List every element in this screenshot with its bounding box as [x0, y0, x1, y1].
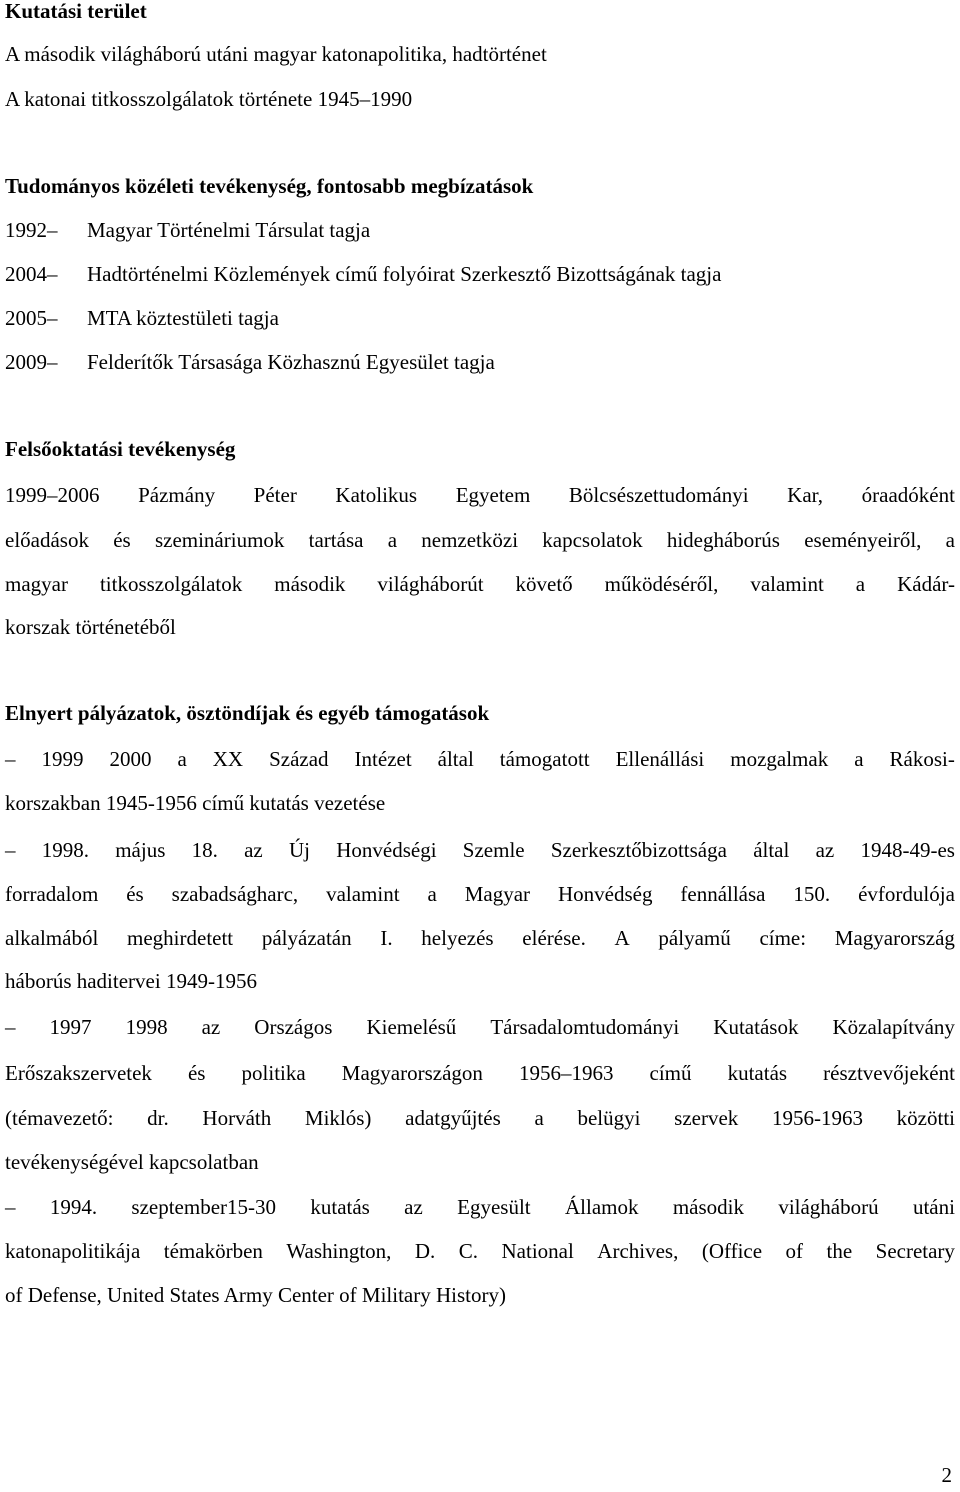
word: elérése. — [522, 926, 586, 950]
word: A — [614, 926, 630, 950]
word: 18. — [191, 838, 218, 862]
word: 1948-49-es — [860, 838, 955, 862]
word: the — [826, 1239, 853, 1263]
word: Secretary — [875, 1239, 955, 1263]
word: közötti — [896, 1106, 955, 1130]
word: az — [404, 1195, 423, 1219]
word: Század — [269, 747, 329, 771]
grant-line: háborús haditervei 1949-1956 — [5, 969, 257, 993]
word: (témavezető: — [5, 1106, 114, 1130]
membership-text: Hadtörténelmi Közlemények című folyóirat Szerkesztő Bizottságának tagja — [87, 262, 722, 286]
word: címe: — [759, 926, 807, 950]
word: és — [126, 882, 144, 906]
word: meghirdetett — [127, 926, 234, 950]
word: a — [854, 747, 864, 771]
membership-item — [5, 261, 721, 287]
word: hidegháborús — [666, 528, 780, 552]
page-number: 2 — [941, 1463, 952, 1487]
word: témakörben — [163, 1239, 263, 1263]
word: kutatás — [727, 1061, 788, 1085]
word: fennállása — [680, 882, 766, 906]
membership-year: 1992– — [5, 218, 58, 242]
word: kutatás — [310, 1195, 370, 1219]
word: 1956-1963 — [771, 1106, 863, 1130]
word: alkalmából — [5, 926, 99, 950]
word: Új — [289, 838, 310, 862]
word: utáni — [912, 1195, 955, 1219]
word: szeptember15-30 — [131, 1195, 277, 1219]
word: 150. — [793, 882, 831, 906]
word: mozgalmak — [730, 747, 829, 771]
word: valamint — [750, 572, 824, 596]
word: – — [5, 1195, 16, 1219]
word: Pázmány — [138, 483, 216, 507]
word: a — [387, 528, 398, 552]
word: Magyar — [464, 882, 531, 906]
word: 1999–2006 — [5, 483, 100, 507]
word: pályamű — [658, 926, 731, 950]
word: 1994. — [49, 1195, 98, 1219]
word: 1997 — [49, 1015, 92, 1039]
word: világháború — [778, 1195, 879, 1219]
grant-line — [5, 746, 955, 772]
word: 1998. — [41, 838, 89, 862]
word: és — [113, 528, 131, 552]
word: katonapolitikája — [5, 1239, 141, 1263]
word: működéséről, — [604, 572, 719, 596]
word: Kiemelésű — [366, 1015, 457, 1039]
word: XX — [212, 747, 244, 771]
word: szervek — [674, 1106, 739, 1130]
word: követő — [515, 572, 573, 596]
membership-text: Felderítők Társasága Közhasznú Egyesület tagja — [87, 350, 495, 374]
grant-line: of Defense, United States Army Center of Military History) — [5, 1283, 506, 1307]
word: évfordulója — [858, 882, 955, 906]
membership-year: 2009– — [5, 350, 58, 374]
word: és — [187, 1061, 206, 1085]
membership-item — [5, 349, 495, 375]
word: belügyi — [577, 1106, 641, 1130]
word: dr. — [147, 1106, 169, 1130]
grant-line — [5, 881, 955, 907]
word: Kar, — [787, 483, 824, 507]
public-activity-heading: Tudományos közéleti tevékenység, fontosabb megbízatások — [5, 174, 534, 198]
word: Egyetem — [455, 483, 531, 507]
word: Egyesült — [457, 1195, 531, 1219]
word: Miklós) — [304, 1106, 372, 1130]
word: titkosszolgálatok — [99, 572, 243, 596]
membership-text: MTA köztestületi tagja — [87, 306, 279, 330]
word: Magyarországon — [341, 1061, 483, 1085]
teaching-heading: Felsőoktatási tevékenység — [5, 437, 236, 461]
word: második — [672, 1195, 744, 1219]
word: Szerkesztőbizottsága — [550, 838, 727, 862]
word: 1998 — [125, 1015, 168, 1039]
teaching-line — [5, 571, 955, 597]
word: által — [753, 838, 790, 862]
word: Washington, — [286, 1239, 392, 1263]
word: of — [785, 1239, 804, 1263]
word: D. — [414, 1239, 436, 1263]
word: világháborút — [377, 572, 484, 596]
word: Kutatások — [713, 1015, 799, 1039]
word: által — [437, 747, 474, 771]
grant-line — [5, 1060, 955, 1086]
word: óraadóként — [861, 483, 955, 507]
word: a — [427, 882, 437, 906]
word: magyar — [5, 572, 68, 596]
teaching-line — [5, 527, 955, 553]
teaching-line: korszak történetéből — [5, 615, 176, 639]
grant-line: korszakban 1945-1956 című kutatás vezetése — [5, 791, 386, 815]
grant-line — [5, 1238, 955, 1264]
word: Péter — [253, 483, 297, 507]
word: politika — [241, 1061, 306, 1085]
word: Katolikus — [335, 483, 418, 507]
word: 2000 — [109, 747, 152, 771]
word: Honvédség — [557, 882, 653, 906]
grant-line — [5, 1105, 955, 1131]
membership-text: Magyar Történelmi Társulat tagja — [87, 218, 371, 242]
word: forradalom — [5, 882, 99, 906]
grant-line — [5, 925, 955, 951]
word: a — [177, 747, 187, 771]
word: Horváth — [202, 1106, 272, 1130]
word: szemináriumok — [154, 528, 285, 552]
word: Intézet — [354, 747, 412, 771]
word: az — [244, 838, 263, 862]
word: Országos — [254, 1015, 333, 1039]
word: az — [201, 1015, 221, 1039]
membership-year: 2005– — [5, 306, 58, 330]
grants-heading: Elnyert pályázatok, ösztöndíjak és egyéb támogatások — [5, 701, 490, 725]
word: C. — [458, 1239, 479, 1263]
membership-item — [5, 217, 370, 243]
membership-item — [5, 305, 279, 331]
word: című — [649, 1061, 692, 1085]
word: 1956–1963 — [518, 1061, 614, 1085]
grant-line: tevékenységével kapcsolatban — [5, 1150, 259, 1174]
word: tartása — [308, 528, 364, 552]
word: helyezés — [421, 926, 494, 950]
word: National — [501, 1239, 574, 1263]
word: második — [274, 572, 346, 596]
word: pályázatán — [261, 926, 352, 950]
word: 1999 — [41, 747, 84, 771]
word: nemzetközi — [421, 528, 519, 552]
word: I. — [380, 926, 393, 950]
research-area-item: A második világháború utáni magyar katonapolitika, hadtörténet — [5, 42, 547, 66]
word: Társadalomtudományi — [490, 1015, 680, 1039]
grant-line — [5, 837, 955, 863]
word: Ellenállási — [615, 747, 705, 771]
word: Archives, — [597, 1239, 679, 1263]
word: Kádár- — [897, 572, 955, 596]
word: résztvevőjeként — [823, 1061, 955, 1085]
research-area-heading: Kutatási terület — [5, 0, 147, 23]
membership-year: 2004– — [5, 262, 58, 286]
word: Államok — [564, 1195, 639, 1219]
word: a — [534, 1106, 544, 1130]
research-area-item: A katonai titkosszolgálatok története 1945–1990 — [5, 87, 413, 111]
grant-line — [5, 1014, 955, 1040]
word: május — [115, 838, 166, 862]
teaching-line — [5, 482, 955, 508]
word: támogatott — [499, 747, 590, 771]
word: – — [5, 838, 16, 862]
word: (Office — [701, 1239, 763, 1263]
word: Honvédségi — [336, 838, 437, 862]
word: Bölcsészettudományi — [568, 483, 749, 507]
word: – — [5, 1015, 16, 1039]
grant-line — [5, 1194, 955, 1220]
word: Erőszakszervetek — [5, 1061, 152, 1085]
word: a — [945, 528, 955, 552]
word: adatgyűjtés — [405, 1106, 501, 1130]
word: az — [815, 838, 835, 862]
word: Közalapítvány — [832, 1015, 955, 1039]
word: előadások — [5, 528, 89, 552]
word: kapcsolatok — [542, 528, 643, 552]
word: a — [855, 572, 866, 596]
word: Rákosi- — [889, 747, 955, 771]
word: Szemle — [462, 838, 525, 862]
word: valamint — [326, 882, 400, 906]
word: – — [5, 747, 16, 771]
word: Magyarország — [834, 926, 955, 950]
word: eseményeiről, — [804, 528, 922, 552]
word: szabadságharc, — [171, 882, 299, 906]
